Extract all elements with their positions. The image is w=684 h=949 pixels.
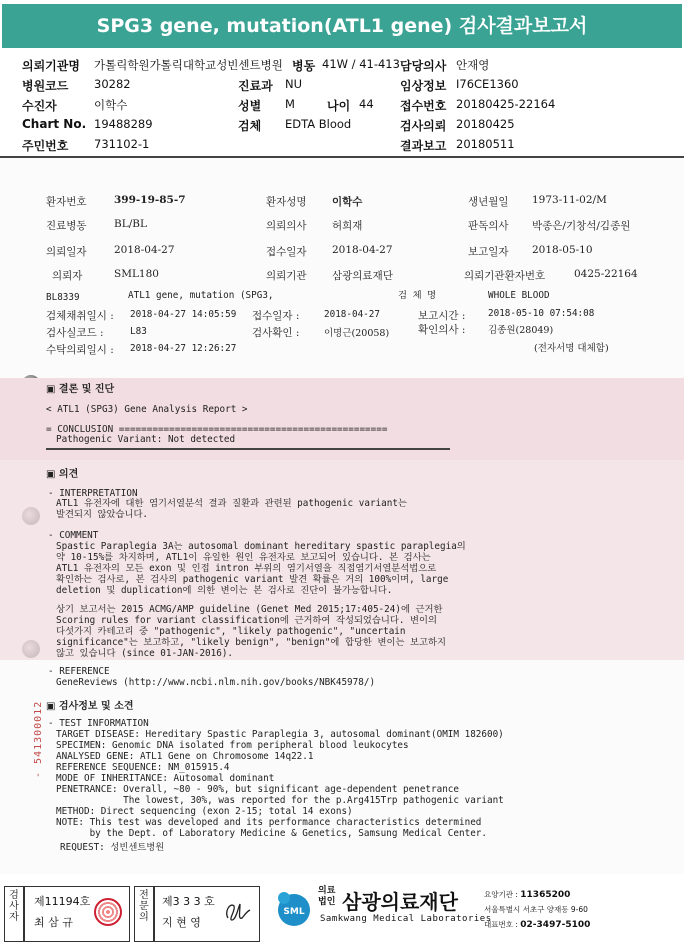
report-date-value: 2018-05-10 <box>532 244 593 256</box>
inspector-seal <box>94 898 122 926</box>
patient-no-label: 환자번호 <box>46 196 87 208</box>
result-report-label: 결과보고 <box>400 139 447 153</box>
req-doctor-label: 의뢰의사 <box>266 220 307 232</box>
comment-line: Scoring rules for variant classification에 근거하여 작성되었습니다. 변이의 <box>56 615 437 626</box>
lab-code-label: 검사실코드 : <box>46 327 104 339</box>
request-date-value: 20180425 <box>456 117 515 131</box>
patient-value: 이학수 <box>94 98 128 112</box>
sml-logo-text: SML <box>283 907 305 917</box>
request-line: REQUEST: 성빈센트병원 <box>60 842 165 853</box>
specialist-name: 지 현 영 <box>162 916 201 929</box>
comment-heading: - COMMENT <box>48 530 99 541</box>
conclusion-value: Pathogenic Variant: Not detected <box>56 434 236 445</box>
clinical-info-value: I76CE1360 <box>456 77 519 91</box>
recv-scan-label: 접수일자 : <box>252 310 300 322</box>
patient-no-value: 399-19-85-7 <box>114 194 186 206</box>
inspector-name: 최 삼 규 <box>34 916 73 929</box>
recv-scan-value: 2018-04-27 <box>324 309 380 320</box>
ward-value: 41W / 41-413 <box>322 57 400 71</box>
clinical-info-label: 임상정보 <box>400 79 447 93</box>
test-info-line: TARGET DISEASE: Hereditary Spastic Paraplegia 3, autosomal dominant(OMIM 182600) <box>56 729 504 740</box>
age-value: 44 <box>359 97 374 111</box>
reference-heading: - REFERENCE <box>48 666 110 677</box>
inspector-label: 검사자 <box>9 890 19 923</box>
hospital-code-label: 병원코드 <box>22 79 69 93</box>
req-date-label: 의뢰일자 <box>46 246 87 258</box>
e-signature-note: (전자서명 대체함) <box>534 343 609 354</box>
org-phone-label: 대표번호 : <box>484 920 518 929</box>
recv-date-label: 접수일자 <box>266 246 307 258</box>
result-section-heading: ▣ 결론 및 진단 <box>46 384 115 395</box>
test-info-heading: - TEST INFORMATION <box>48 718 149 729</box>
comment-line: 상기 보고서는 2015 ACMG/AMP guideline (Genet Med 2015;17:405-24)에 근거한 <box>56 604 443 615</box>
sex-value: M <box>285 97 295 111</box>
specimen-name-value: WHOLE BLOOD <box>488 290 550 301</box>
specialist-license: 제3 3 3 호 <box>162 895 215 908</box>
test-info-line: PENETRANCE: Overall, ~80 - 90%, but significant age-dependent penetrance <box>56 784 459 795</box>
org-name-value: 가톨릭학원가톨릭대학교성빈센트병원 <box>94 58 283 72</box>
recv-time-value: 2018-04-27 12:26:27 <box>130 343 237 354</box>
comment-line: 약 10-15%를 차지하며, ATL1이 유일한 원인 유전자로 보고되어 있습니다. 본 검사는 <box>56 552 431 563</box>
specialist-signature <box>222 898 252 926</box>
request-date-label: 검사의뢰 <box>400 119 447 133</box>
org-prefix: 의료법인 <box>318 886 336 907</box>
resident-no-label: 주민번호 <box>22 139 69 153</box>
specimen-value: EDTA Blood <box>285 117 352 131</box>
confirmer-value: 김종원(28049) <box>488 325 554 336</box>
req-org-no-label: 의뢰기관환자번호 <box>464 270 546 282</box>
collect-time-label: 검체채취일시 : <box>46 310 114 322</box>
org-name: 삼광의료재단 <box>342 890 458 914</box>
receipt-no-value: 20180425-22164 <box>456 97 556 111</box>
req-org-value: 삼광의료재단 <box>332 270 393 282</box>
specimen-label: 검체 <box>238 119 262 133</box>
req-doctor-value: 허희재 <box>332 220 363 232</box>
collect-time-value: 2018-04-27 14:05:59 <box>130 309 237 320</box>
interpretation-heading: - INTERPRETATION <box>48 488 138 499</box>
report-date-label: 보고일자 <box>468 246 509 258</box>
chart-no-label: Chart No. <box>22 117 87 131</box>
comment-line: deletion 및 duplication에 의한 변이는 본 검사로 진단이 불가능합니다. <box>56 585 393 596</box>
specialist-label: 전문의 <box>139 890 149 923</box>
comment-line: 않고 있습니다 (since 01-JAN-2016). <box>56 648 234 659</box>
specimen-name-label: 검 체 명 <box>398 290 437 301</box>
ward-scan-value: BL/BL <box>114 218 147 230</box>
confirm-label: 검사확인 : <box>252 327 300 339</box>
comment-line: ATL1 유전자의 모든 exon 및 인접 intron 부위의 염기서열을 직접염기서열분석법으로 <box>56 563 437 574</box>
test-info-line: ANALYSED GENE: ATL1 Gene on Chromosome 14q22.1 <box>56 751 314 762</box>
comment-line: 다섯가지 카테고리 중 "pathogenic", "likely pathogenic", "uncertain <box>56 626 406 637</box>
vertical-barcode-number: - 541300012 <box>33 700 44 778</box>
org-phone-value: 02-3497-5100 <box>520 920 591 930</box>
req-org-no-value: 0425-22164 <box>574 268 638 280</box>
test-info-line: NOTE: This test was developed and its performance characteristics determined <box>56 817 482 828</box>
report-title-bar: SPG3 gene, mutation(ATL1 gene) 검사결과보고서 <box>2 4 682 48</box>
org-english-name: Samkwang Medical Laboratories <box>320 914 492 924</box>
org-code-value: 11365200 <box>520 890 571 900</box>
dob-value: 1973-11-02/M <box>532 194 607 206</box>
comment-line: Spastic Paraplegia 3A는 autosomal dominant hereditary spastic paraplegia의 <box>56 541 466 552</box>
confirmer-label: 확인의사 : <box>418 324 466 336</box>
test-info-line: REFERENCE SEQUENCE: NM_015915.4 <box>56 762 230 773</box>
confirm-value: 이명근(20058) <box>324 328 390 339</box>
info-section-heading: ▣ 검사정보 및 소견 <box>46 701 134 712</box>
org-phone <box>484 919 590 930</box>
inspector-license: 제11194호 <box>34 895 91 908</box>
resident-no-value: 731102-1 <box>94 137 150 151</box>
department-label: 진료과 <box>238 79 273 93</box>
ward-scan-label: 진료병동 <box>46 220 87 232</box>
conclusion-end-rule <box>46 448 450 450</box>
test-info-line: The lowest, 30%, was reported for the p.Arg415Trp pathogenic variant <box>56 795 504 806</box>
report-time-label: 보고시간 : <box>418 310 466 322</box>
patient-name-value: 이학수 <box>332 196 363 208</box>
req-date-value: 2018-04-27 <box>114 244 175 256</box>
requester-value: SML180 <box>114 268 159 280</box>
org-code-label: 요양기관 : <box>484 890 518 899</box>
receipt-no-label: 접수번호 <box>400 99 447 113</box>
comment-line: significance"는 보고하고, "likely benign", "benign"에 합당한 변이는 보고하지 <box>56 637 446 648</box>
patient-label: 수진자 <box>22 99 57 113</box>
sex-label: 성별 <box>238 99 262 113</box>
chart-no-value: 19488289 <box>94 117 153 131</box>
interpretation-line-1: ATL1 유전자에 대한 염기서열분석 결과 질환과 관련된 pathogenic variant는 <box>56 498 407 509</box>
hospital-code-value: 30282 <box>94 77 131 91</box>
requester-label: 의뢰자 <box>52 270 83 282</box>
department-value: NU <box>285 77 303 91</box>
comment-line: 확인하는 검사로, 본 검사의 pathogenic variant 발견 확률은 거의 100%이며, large <box>56 574 449 585</box>
recv-time-label: 수탁의뢰일시 : <box>46 344 114 356</box>
report-time-value: 2018-05-10 07:54:08 <box>488 308 595 319</box>
test-info-line: SPECIMEN: Genomic DNA isolated from peripheral blood leukocytes <box>56 740 409 751</box>
org-code <box>484 889 570 900</box>
reference-value: GeneReviews (http://www.ncbi.nlm.nih.gov/books/NBK45978/) <box>56 677 376 688</box>
dob-label: 생년월일 <box>468 196 509 208</box>
reader-label: 판독의사 <box>468 220 509 232</box>
patient-name-label: 환자성명 <box>266 196 307 208</box>
opinion-section-heading: ▣ 의견 <box>46 469 79 480</box>
test-code: BL8339 <box>46 292 80 303</box>
recv-date-value: 2018-04-27 <box>332 244 393 256</box>
test-info-line: MODE OF INHERITANCE: Autosomal dominant <box>56 773 275 784</box>
interpretation-line-2: 발견되지 않았습니다. <box>56 509 149 520</box>
age-label: 나이 <box>327 99 351 113</box>
org-name-label: 의뢰기관명 <box>22 59 80 73</box>
lab-code-value: L83 <box>130 326 147 337</box>
test-name: ATL1 gene, mutation (SPG3, <box>128 290 274 301</box>
req-org-label: 의뢰기관 <box>266 270 307 282</box>
result-report-value: 20180511 <box>456 137 515 151</box>
test-info-line: METHOD: Direct sequencing (exon 2-15; total 14 exons) <box>56 806 353 817</box>
doctor-value: 안재영 <box>456 58 490 72</box>
report-subtitle: < ATL1 (SPG3) Gene Analysis Report > <box>46 404 248 415</box>
org-address: 서울특별시 서초구 양재동 9-60 <box>484 905 588 914</box>
doctor-label: 담당의사 <box>400 59 447 73</box>
test-info-line: by the Dept. of Laboratory Medicine & Genetics, Samsung Medical Center. <box>56 828 487 839</box>
sml-logo-icon <box>272 888 312 928</box>
ward-label: 병동 <box>292 59 316 73</box>
conclusion-rule: = CONCLUSION ================================================ <box>46 424 388 435</box>
reader-value: 박종은/기창석/김종원 <box>532 220 631 232</box>
